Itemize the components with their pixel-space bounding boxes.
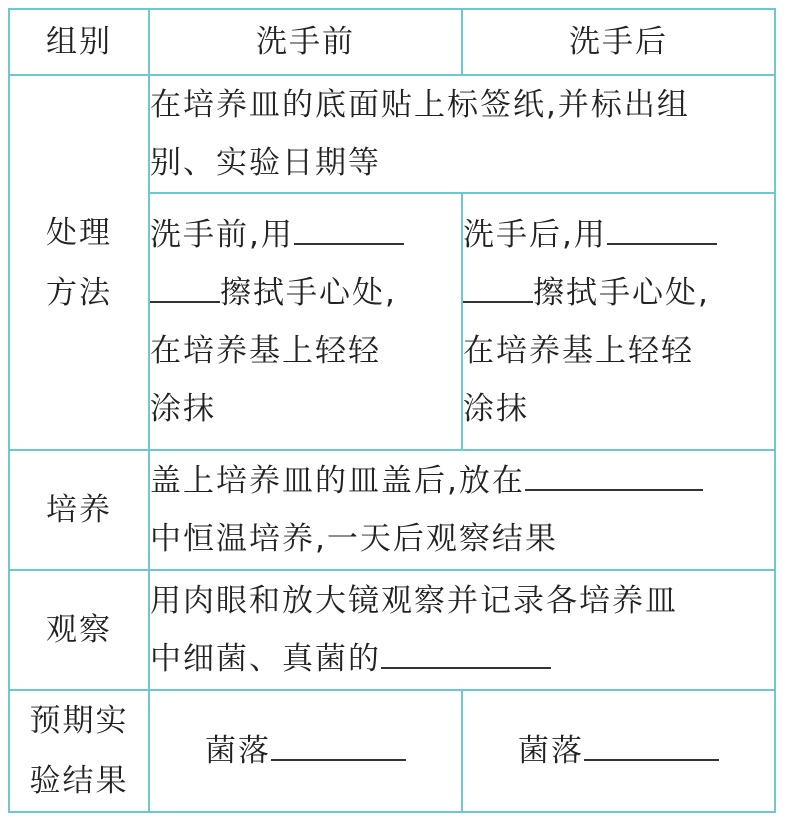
method-after-blank-b[interactable] <box>463 267 533 303</box>
method-before-blank-a[interactable] <box>294 209 404 245</box>
expected-after-text: 菌落 <box>518 733 584 769</box>
expected-after-blank[interactable] <box>584 725 719 761</box>
expected-label-cell <box>9 690 149 812</box>
expected-row <box>9 690 775 812</box>
method-shared-line1: 在培养皿的底面贴上标签纸,并标出组 <box>150 87 690 123</box>
method-after-line1: 洗手后,用 <box>463 216 607 253</box>
method-after-cell <box>462 193 775 450</box>
method-label-line2: 方法 <box>46 274 112 311</box>
expected-before-text: 菌落 <box>205 733 271 769</box>
observe-label: 观察 <box>9 570 149 690</box>
method-shared-row <box>9 75 775 193</box>
method-after-line2: 擦拭手心处, <box>533 274 710 311</box>
observe-line2: 中细菌、真菌的 <box>150 641 381 677</box>
header-row <box>9 9 775 75</box>
method-after-line4: 涂抹 <box>463 390 529 427</box>
method-before-line1: 洗手前,用 <box>150 216 294 253</box>
header-before-handwash: 洗手前 <box>149 9 462 75</box>
observe-row <box>9 570 775 690</box>
culture-row <box>9 450 775 570</box>
experiment-table <box>8 8 776 813</box>
culture-cell <box>149 450 775 570</box>
method-before-cell <box>149 193 462 450</box>
culture-line1: 盖上培养皿的皿盖后,放在 <box>150 463 525 499</box>
expected-label-line2: 验结果 <box>29 763 129 799</box>
expected-after-cell <box>462 690 775 812</box>
method-label-cell <box>9 75 149 450</box>
observe-blank[interactable] <box>381 633 551 669</box>
header-after-handwash: 洗手后 <box>462 9 775 75</box>
culture-label: 培养 <box>9 450 149 570</box>
method-shared-cell <box>149 75 775 193</box>
culture-line2: 中恒温培养,一天后观察结果 <box>150 521 558 557</box>
method-label-line1: 处理 <box>46 214 112 251</box>
observe-cell <box>149 570 775 690</box>
method-after-line3: 在培养基上轻轻 <box>463 332 694 369</box>
method-before-line2: 擦拭手心处, <box>220 274 397 311</box>
experiment-table-container <box>8 8 776 813</box>
header-group: 组别 <box>9 9 149 75</box>
method-before-line4: 涂抹 <box>150 390 216 427</box>
expected-before-blank[interactable] <box>271 725 406 761</box>
method-before-line3: 在培养基上轻轻 <box>150 332 381 369</box>
expected-label-line1: 预期实 <box>29 703 129 739</box>
expected-before-cell <box>149 690 462 812</box>
culture-blank[interactable] <box>525 455 703 491</box>
method-after-blank-a[interactable] <box>607 209 717 245</box>
method-before-blank-b[interactable] <box>150 267 220 303</box>
observe-line1: 用肉眼和放大镜观察并记录各培养皿 <box>150 583 678 619</box>
method-shared-line2: 别、实验日期等 <box>150 145 381 181</box>
